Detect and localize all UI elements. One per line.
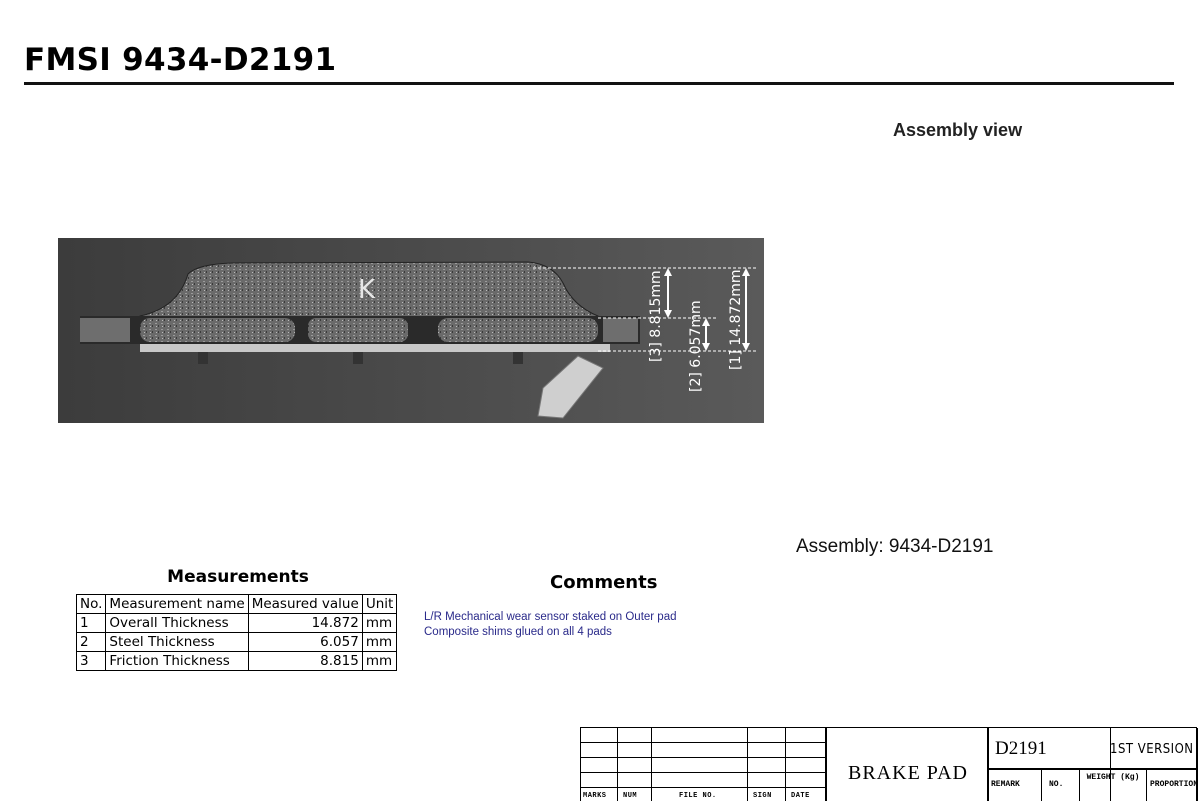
dimension-label-overall: [1] 14.872mm bbox=[728, 269, 744, 370]
tb-file-no: FILE NO. bbox=[679, 792, 717, 800]
comments-heading: Comments bbox=[550, 572, 658, 593]
row-value: 14.872 bbox=[248, 614, 362, 633]
row-no: 1 bbox=[77, 614, 106, 633]
page-title: FMSI 9434-D2191 bbox=[24, 42, 337, 78]
part-name: BRAKE PAD bbox=[848, 762, 968, 784]
col-unit: Unit bbox=[362, 595, 396, 614]
table-row bbox=[77, 633, 397, 652]
tb-remark: REMARK bbox=[991, 780, 1020, 789]
part-number: D2191 bbox=[995, 738, 1047, 759]
dimension-label-friction: [3] 8.815mm bbox=[648, 270, 664, 362]
table-row bbox=[77, 652, 397, 671]
tb-weight: WEIGHT (Kg) bbox=[1086, 773, 1140, 782]
tb-sign: SIGN bbox=[753, 792, 772, 800]
row-unit: mm bbox=[362, 614, 396, 633]
row-no: 2 bbox=[77, 633, 106, 652]
row-unit: mm bbox=[362, 633, 396, 652]
assembly-label: Assembly: 9434-D2191 bbox=[796, 536, 994, 557]
brake-pad-photo bbox=[58, 238, 764, 423]
row-name: Friction Thickness bbox=[106, 652, 248, 671]
row-name: Steel Thickness bbox=[106, 633, 248, 652]
measurements-table bbox=[76, 594, 397, 671]
assembly-view-label: Assembly view bbox=[893, 120, 1023, 140]
table-header-row bbox=[77, 595, 397, 614]
col-no: No. bbox=[77, 595, 106, 614]
stamp-letter: K bbox=[358, 275, 376, 305]
tb-num: NUM bbox=[623, 792, 638, 800]
title-underline bbox=[24, 82, 1174, 85]
col-name: Measurement name bbox=[106, 595, 248, 614]
tb-date: DATE bbox=[791, 792, 810, 800]
row-name: Overall Thickness bbox=[106, 614, 248, 633]
tb-marks: MARKS bbox=[583, 792, 607, 800]
comment-line: L/R Mechanical wear sensor staked on Outer pad bbox=[424, 611, 677, 623]
comments-text bbox=[424, 610, 677, 640]
version-label: 1ST VERSION bbox=[1110, 742, 1194, 757]
dimension-label-steel: [2] 6.057mm bbox=[688, 300, 704, 392]
row-unit: mm bbox=[362, 652, 396, 671]
row-no: 3 bbox=[77, 652, 106, 671]
table-row bbox=[77, 614, 397, 633]
tb-proportion: PROPORTION bbox=[1150, 780, 1199, 789]
row-value: 6.057 bbox=[248, 633, 362, 652]
comment-line: Composite shims glued on all 4 pads bbox=[424, 626, 612, 638]
tb-no: NO. bbox=[1049, 780, 1064, 789]
measurements-heading: Measurements bbox=[167, 567, 309, 587]
row-value: 8.815 bbox=[248, 652, 362, 671]
col-value: Measured value bbox=[248, 595, 362, 614]
